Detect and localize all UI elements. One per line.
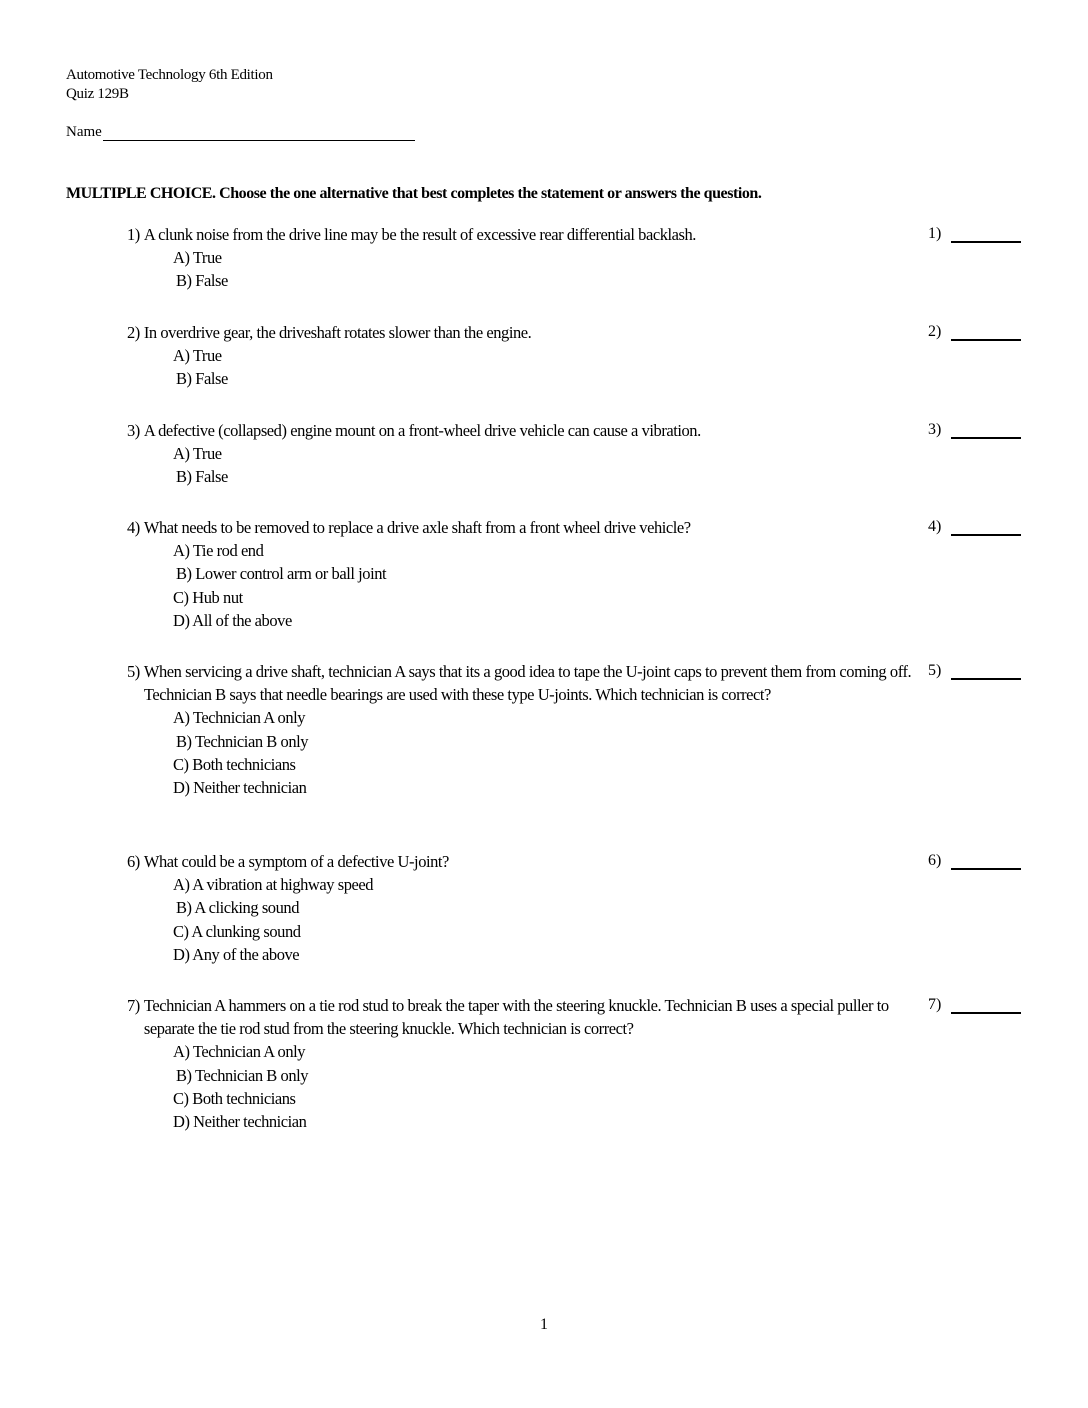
answer-label: 7) bbox=[928, 996, 942, 1013]
answer-slot-1 bbox=[928, 225, 1021, 243]
question-text: Technician A hammers on a tie rod stud to break the taper with the steering knuckle. Technician B uses a special puller to separate the tie rod stud from the steering knuckle. Which technician is correct? bbox=[143, 996, 889, 1039]
choice-c: C) A clunking sound bbox=[173, 921, 301, 941]
answer-blank-line[interactable] bbox=[951, 854, 1021, 870]
choice-b: B) False bbox=[176, 467, 228, 487]
answer-label: 2) bbox=[928, 323, 942, 340]
answer-blank-line[interactable] bbox=[951, 998, 1021, 1014]
choice-b: B) Lower control arm or ball joint bbox=[176, 564, 387, 584]
question-7 bbox=[127, 994, 917, 1133]
book-title: Automotive Technology 6th Edition bbox=[66, 67, 273, 83]
choice-d: D) All of the above bbox=[173, 610, 292, 630]
answer-label: 3) bbox=[928, 421, 942, 438]
choice-a: A) True bbox=[173, 248, 222, 268]
question-number: 3) bbox=[127, 421, 140, 440]
answer-label: 4) bbox=[928, 518, 942, 535]
question-3 bbox=[127, 419, 917, 489]
question-text: A defective (collapsed) engine mount on a front-wheel drive vehicle can cause a vibration. bbox=[143, 421, 701, 440]
question-text: When servicing a drive shaft, technician A says that its a good idea to tape the U-joint caps to prevent them from coming off. Technician B says that needle bearings are used with these type U-joints. Which technician is correct? bbox=[143, 662, 912, 705]
choice-b: B) False bbox=[176, 369, 228, 389]
answer-blank-line[interactable] bbox=[951, 227, 1021, 243]
answer-blank-line[interactable] bbox=[951, 325, 1021, 341]
question-text: A clunk noise from the drive line may be the result of excessive rear differential backlash. bbox=[143, 225, 696, 244]
question-text: In overdrive gear, the driveshaft rotates slower than the engine. bbox=[143, 323, 532, 342]
question-text: What could be a symptom of a defective U-joint? bbox=[143, 852, 449, 871]
question-number: 4) bbox=[127, 518, 140, 537]
answer-blank-line[interactable] bbox=[951, 664, 1021, 680]
question-number: 5) bbox=[127, 662, 140, 681]
choice-b: B) False bbox=[176, 271, 228, 291]
choice-a: A) Technician A only bbox=[173, 708, 306, 728]
name-blank-line[interactable] bbox=[103, 125, 415, 141]
answer-slot-7 bbox=[928, 996, 1021, 1014]
choice-b: B) A clicking sound bbox=[176, 898, 299, 918]
answer-label: 6) bbox=[928, 852, 942, 869]
answer-label: 5) bbox=[928, 662, 942, 679]
choice-c: C) Both technicians bbox=[173, 754, 296, 774]
question-2 bbox=[127, 321, 917, 391]
section-instructions: MULTIPLE CHOICE. Choose the one alternative that best completes the statement or answers the question. bbox=[66, 185, 762, 202]
question-5 bbox=[127, 660, 917, 799]
question-6 bbox=[127, 850, 917, 966]
answer-slot-4 bbox=[928, 518, 1021, 536]
choice-c: C) Both technicians bbox=[173, 1088, 296, 1108]
name-label: Name bbox=[66, 124, 102, 140]
choice-b: B) Technician B only bbox=[176, 731, 309, 751]
choice-a: A) Tie rod end bbox=[173, 541, 264, 561]
choice-a: A) True bbox=[173, 444, 222, 464]
answer-blank-line[interactable] bbox=[951, 423, 1021, 439]
choice-c: C) Hub nut bbox=[173, 587, 243, 607]
answer-slot-3 bbox=[928, 421, 1021, 439]
answer-slot-5 bbox=[928, 662, 1021, 680]
choice-d: D) Any of the above bbox=[173, 944, 300, 964]
choice-a: A) Technician A only bbox=[173, 1042, 306, 1062]
choice-d: D) Neither technician bbox=[173, 778, 307, 798]
question-4 bbox=[127, 516, 917, 632]
answer-slot-2 bbox=[928, 323, 1021, 341]
quiz-title: Quiz 129B bbox=[66, 86, 129, 102]
document-header bbox=[66, 66, 273, 104]
answer-label: 1) bbox=[928, 225, 942, 242]
page-number: 1 bbox=[540, 1316, 548, 1333]
question-1 bbox=[127, 223, 917, 293]
choice-a: A) True bbox=[173, 346, 222, 366]
choice-d: D) Neither technician bbox=[173, 1112, 307, 1132]
choice-a: A) A vibration at highway speed bbox=[173, 875, 374, 895]
question-text: What needs to be removed to replace a drive axle shaft from a front wheel drive vehicle? bbox=[143, 518, 691, 537]
question-number: 2) bbox=[127, 323, 140, 342]
question-number: 6) bbox=[127, 852, 140, 871]
choice-b: B) Technician B only bbox=[176, 1065, 309, 1085]
name-field bbox=[66, 124, 415, 141]
question-number: 1) bbox=[127, 225, 140, 244]
question-number: 7) bbox=[127, 996, 140, 1015]
answer-slot-6 bbox=[928, 852, 1021, 870]
answer-blank-line[interactable] bbox=[951, 520, 1021, 536]
